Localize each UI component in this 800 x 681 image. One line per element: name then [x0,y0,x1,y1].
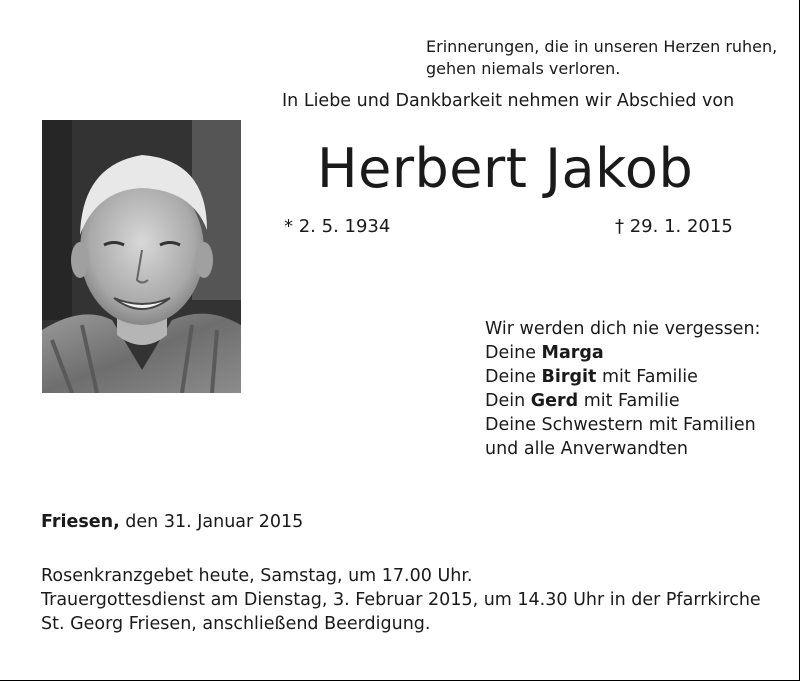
death-date: † 29. 1. 2015 [615,216,733,237]
mourner-prefix: Deine [485,343,542,363]
service-line-2: Trauergottesdienst am Dienstag, 3. Februar 2015, um 14.30 Uhr in der Pfarrkirche [41,590,761,610]
mourner-name: Gerd [530,391,579,411]
mourners-list [485,317,760,461]
mourner-relatives: und alle Anverwandten [485,439,688,459]
memorial-quote [426,36,777,80]
mourner-suffix: mit Familie [596,367,698,387]
place-date: den 31. Januar 2015 [119,512,304,532]
service-line-3: St. Georg Friesen, anschließend Beerdigung. [41,614,431,634]
deceased-name: Herbert Jakob [317,137,694,200]
mourner-marga [485,341,760,365]
portrait-illustration [42,120,241,393]
mourners-heading: Wir werden dich nie vergessen: [485,319,761,339]
mourner-name: Birgit [541,367,597,387]
quote-line-2: gehen niemals verloren. [426,59,621,78]
farewell-intro: In Liebe und Dankbarkeit nehmen wir Abschied von [282,91,735,111]
mourner-birgit [485,365,760,389]
service-line-1: Rosenkranzgebet heute, Samstag, um 17.00 Uhr. [41,566,473,586]
mourner-suffix: mit Familie [578,391,680,411]
mourner-gerd [485,389,760,413]
mourner-sisters: Deine Schwestern mit Familien [485,415,756,435]
place-and-date [41,512,303,532]
mourner-prefix: Dein [485,391,531,411]
quote-line-1: Erinnerungen, die in unseren Herzen ruhen, [426,37,778,56]
mourner-name: Marga [541,343,604,363]
service-details [41,564,761,636]
birth-date: * 2. 5. 1934 [284,216,391,237]
portrait-photo [42,120,241,393]
place-town: Friesen, [41,512,120,532]
mourner-prefix: Deine [485,367,542,387]
